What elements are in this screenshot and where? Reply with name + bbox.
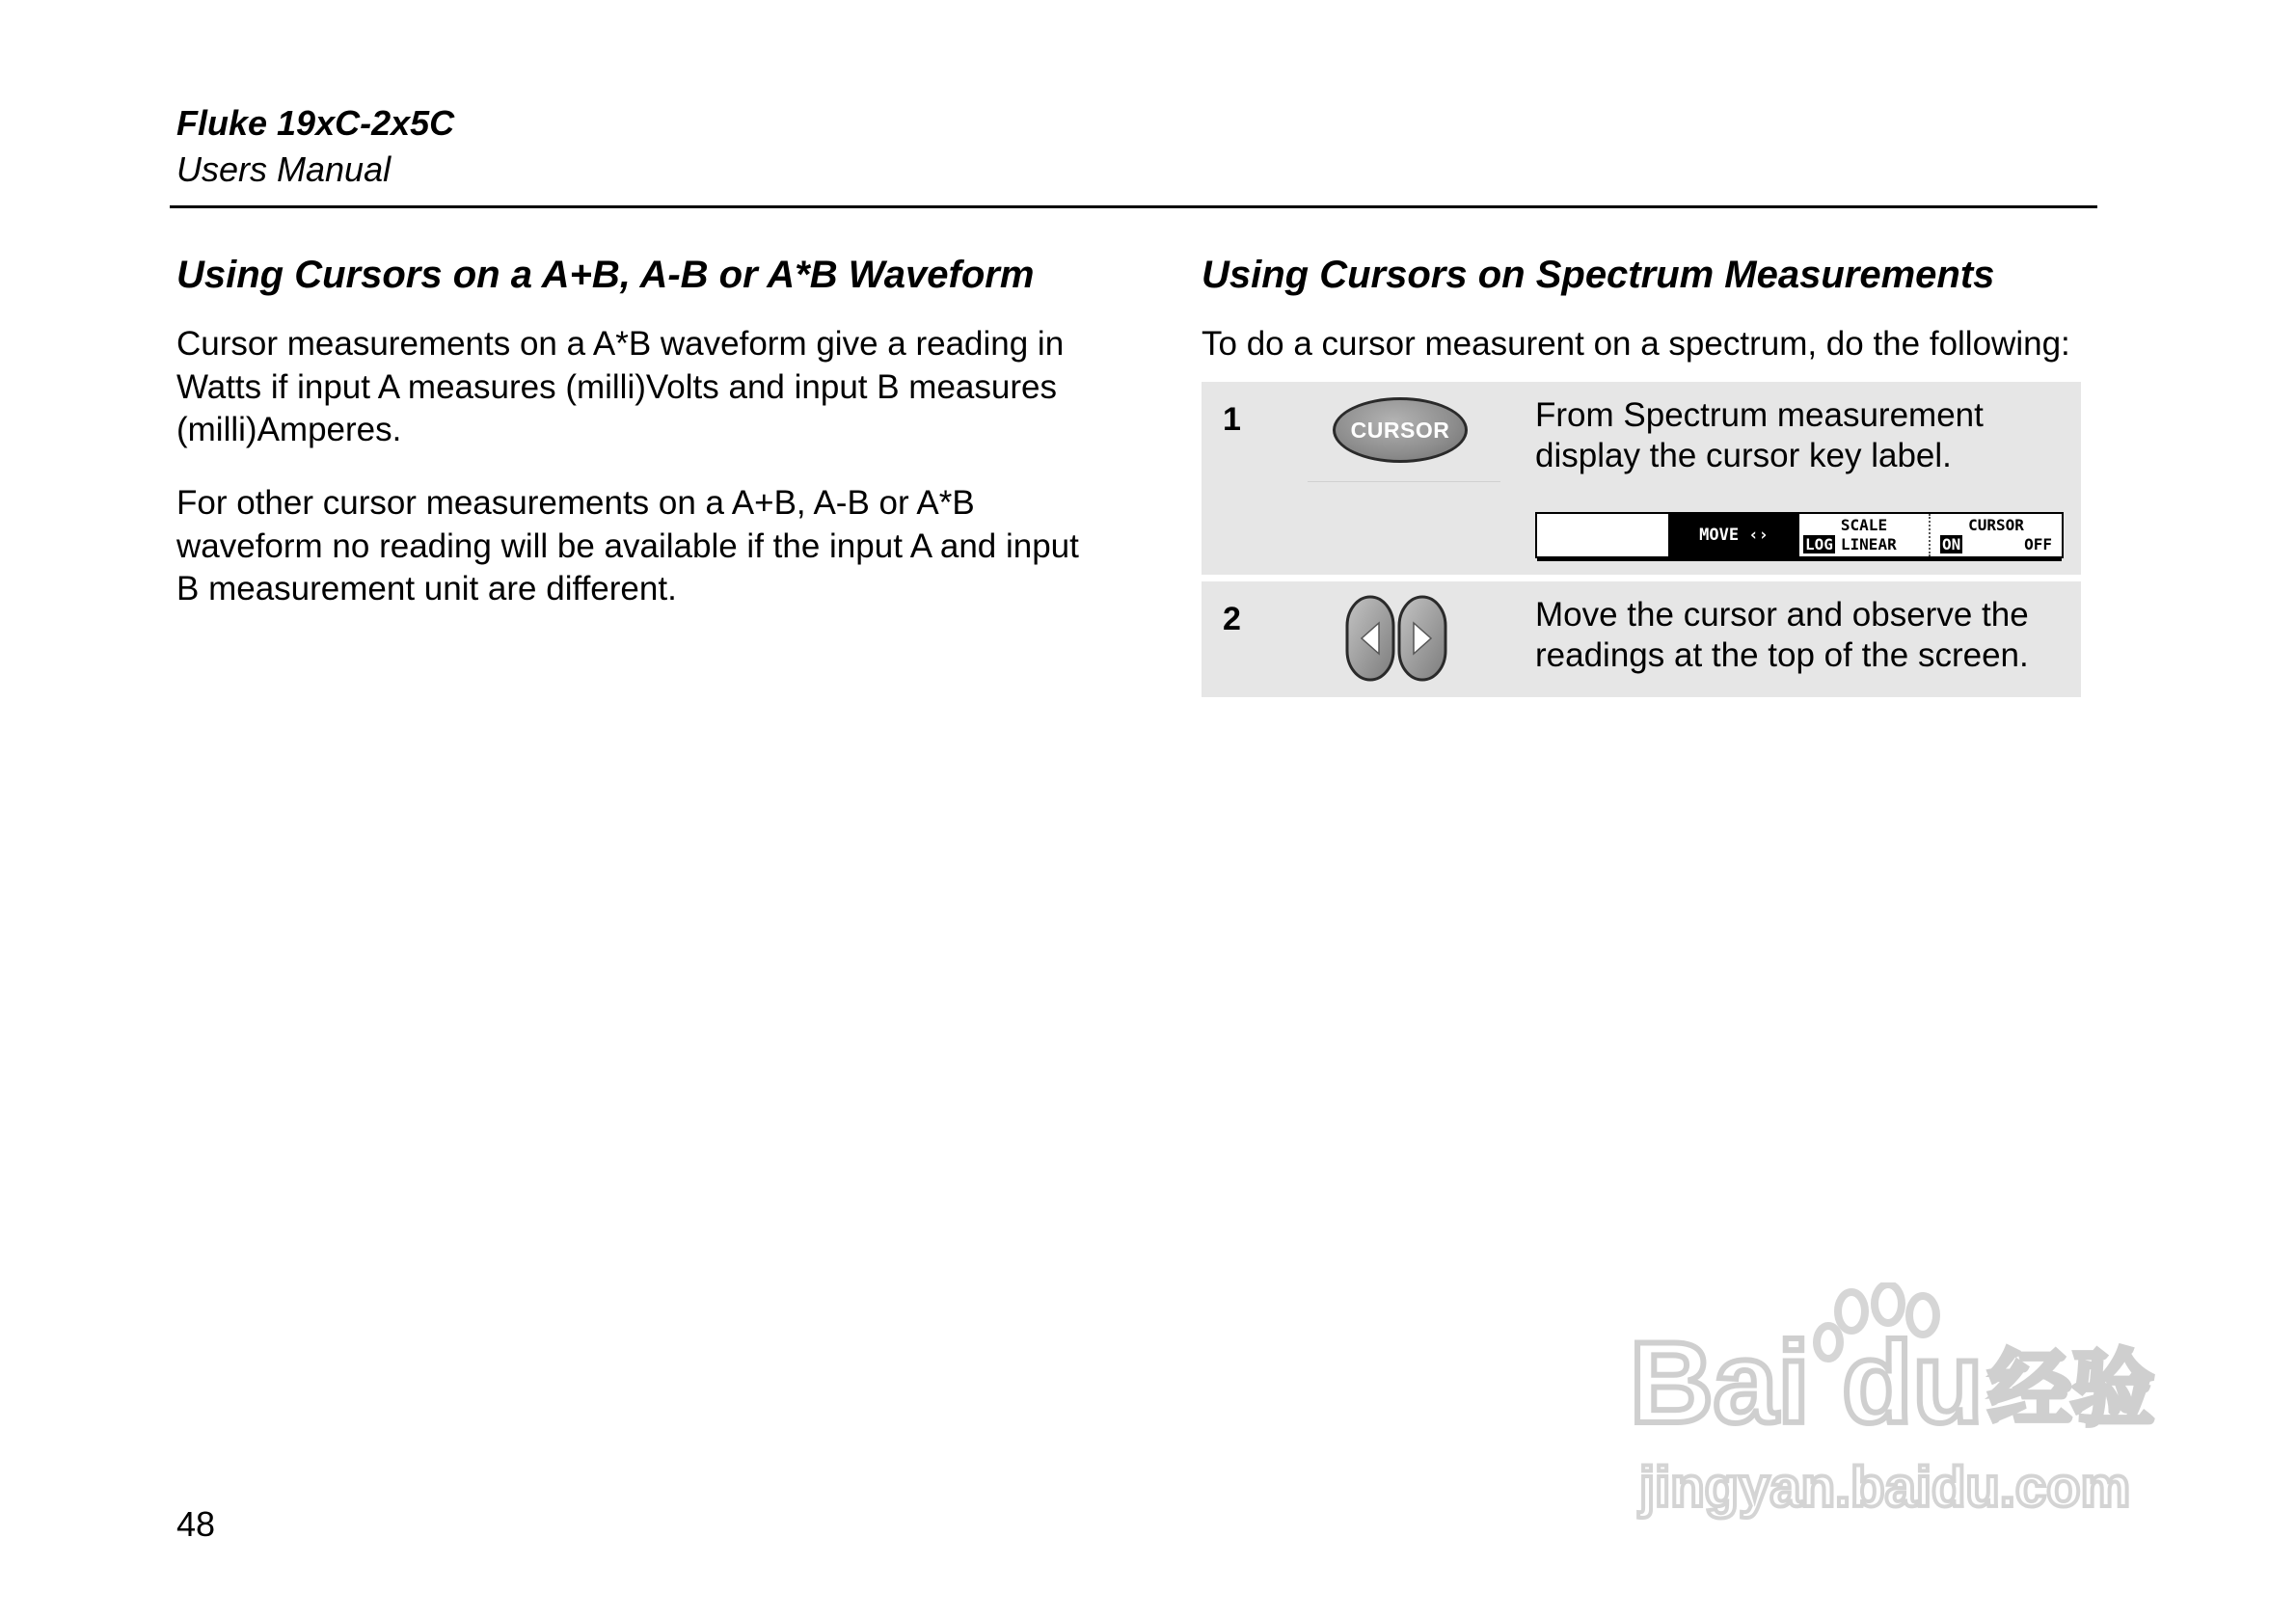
manual-title: Fluke 19xC-2x5C: [176, 103, 455, 143]
softkey-cursor-off: OFF: [2024, 535, 2052, 553]
left-paragraph-1: Cursor measurements on a A*B waveform give a reading in Watts if input A measures (milli)Volts and input B measures (milli)Amperes.: [176, 325, 1065, 448]
softkey-cursor-on: ON: [1942, 535, 1961, 553]
watermark-main: Bai du: [1630, 1318, 1984, 1447]
baidu-watermark: [1630, 1282, 2189, 1533]
left-right-arrow-keys-icon: [1344, 594, 1448, 683]
softkey-scale-linear: LINEAR: [1840, 535, 1897, 553]
softkey-bar: [1535, 512, 2064, 558]
softkey-cursor-title: CURSOR: [1968, 516, 2024, 534]
watermark-chinese: 经验: [1988, 1341, 2154, 1438]
step-1-row: [1202, 382, 2081, 575]
right-intro: To do a cursor measurent on a spectrum, do the following:: [1202, 325, 2070, 363]
header-rule: [170, 205, 2097, 208]
softkey-scale-title: SCALE: [1840, 516, 1888, 534]
step-2-text: Move the cursor and observe the readings at the top of the screen.: [1535, 596, 2029, 674]
step-1-number: 1: [1223, 401, 1241, 438]
softkey-cursor-options: [1934, 535, 2058, 553]
cursor-key-label: CURSOR: [1350, 417, 1450, 443]
softkey-scale-log: LOG: [1805, 535, 1833, 553]
softkey-cursor: [1931, 514, 2062, 556]
softkey-bar-underline: [1537, 558, 2062, 561]
softkey-scale-options: [1803, 535, 1925, 553]
softkey-blank: [1537, 514, 1668, 556]
right-section-heading: Using Cursors on Spectrum Measurements: [1202, 254, 1995, 296]
cursor-key-icon: [1333, 397, 1468, 463]
page-number: 48: [176, 1504, 216, 1544]
step-2-row: [1202, 581, 2081, 697]
watermark-url: jingyan.baidu.com: [1639, 1456, 2131, 1519]
left-paragraph-2: For other cursor measurements on a A+B, A-B or A*B waveform no reading will be available if the input A and input B measurement unit are different.: [176, 484, 1079, 607]
softkey-move: MOVE ‹›: [1668, 514, 1799, 556]
left-section-heading: Using Cursors on a A+B, A-B or A*B Waveform: [176, 254, 1035, 296]
step-1-text: From Spectrum measurement display the cursor key label.: [1535, 396, 1984, 474]
key-divider: [1308, 481, 1500, 482]
softkey-scale: [1799, 514, 1931, 556]
step-2-number: 2: [1223, 601, 1241, 637]
manual-subtitle: Users Manual: [176, 149, 392, 189]
